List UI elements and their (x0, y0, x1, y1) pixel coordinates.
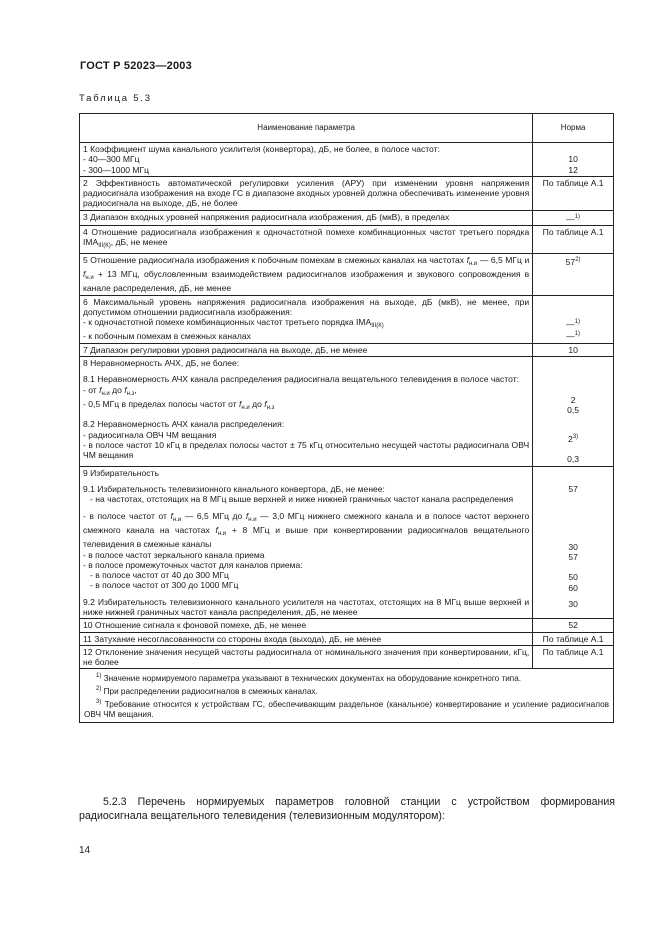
norm-cell: 2 0,5 2$^{3)}$ 0,3 (533, 357, 614, 467)
param-cell: 5 Отношение радиосигнала изображения к побочным помехам в смежных каналах на частотах $f_{н.и}$ — 6,5 МГц и $f_{н.и} + 13$ МГц, обусловленным взаимодействием радиосигналов изображения и звукового сопровождения в канале распределения, дБ, не менее (80, 253, 533, 295)
table-row (80, 466, 614, 619)
table-row (80, 176, 614, 210)
footnotes-cell: $^{1)}$ Значение нормируемого параметра указывают в технических документах на оборудование конкретного типа. $^{2)}$ При распределении радиосигналов в смежных каналах. $^{3)}$ Требование относится к устройствам ГС, обеспечивающим раздельное (канальное) конвертирование и усиление радиосигналов ОВЧ ЧМ вещания. (80, 669, 614, 723)
parameters-table (79, 113, 614, 723)
param-cell: 7 Диапазон регулировки уровня радиосигнала на выходе, дБ, не менее (80, 343, 533, 356)
param-cell: 6 Максимальный уровень напряжения радиосигнала изображения на выходе, дБ (мкВ), не менее, при допустимом отношении радиосигнала изображения: - к одночастотной помехе комбинационных частот третьего порядка $IMA_{III(К)}$ - к побочным помехам в смежных каналах (80, 295, 533, 343)
table-row (80, 619, 614, 632)
table-header-row (80, 114, 614, 143)
norm-cell: 57 30 57 50 60 30 (533, 466, 614, 619)
table-row (80, 645, 614, 669)
param-cell: 9 Избирательность 9.1 Избирательность телевизионного канального конвертора, дБ, не менее: - на частотах, отстоящих на 8 МГц выше верхней и ниже нижней граничных частот канала распределения - в полосе частот от $f_{н.и}$ — 6,5 МГц до $f_{н.и}$ — 3,0 МГц нижнего смежного канала и в полосе частот верхнего смежного канала на частотах $f_{н.и} + 8$ МГц и выше при конвертировании радиосигналов вещательного телевидения в смежные каналы - в полосе частот зеркального канала приема - в полосе промежуточных частот для каналов приема: - в полосе частот от 40 до 300 МГц - в полосе частот от 300 до 1000 МГц 9.2 Избирательность телевизионного канального усилителя на частотах, отстоящих на 8 МГц выше верхней и ниже нижней граничных частот канала распределения, дБ, не менее (80, 466, 533, 619)
norm-cell: —$^{1)}$ (533, 210, 614, 225)
norm-cell: По таблице А.1 (533, 226, 614, 254)
norm-cell: 57$^{2)}$ (533, 253, 614, 295)
param-cell: 12 Отклонение значения несущей частоты радиосигнала от номинального значения при конвертировании, кГц, не более (80, 645, 533, 669)
param-cell: 2 Эффективность автоматической регулировки усиления (АРУ) при изменении уровня напряжения радиосигнала изображения на входе ГС в диапазоне входных уровней должна обеспечивать изменение уровня радиосигнала на выходе, дБ, не более (80, 176, 533, 210)
page-number: 14 (79, 845, 91, 856)
table-row (80, 143, 614, 177)
norm-cell: 52 (533, 619, 614, 632)
footnotes-row (80, 669, 614, 723)
param-cell: 11 Затухание несогласованности со стороны входа (выхода), дБ, не менее (80, 632, 533, 645)
table-row (80, 253, 614, 295)
param-cell: 8 Неравномерность АЧХ, дБ, не более: 8.1 Неравномерность АЧХ канала распределения радиосигнала вещательного телевидения в полосе частот: - от $f_{н.и}$ до $f_{н.з}$, - 0,5 МГц в пределах полосы частот от $f_{н.и}$ до $f_{н.з}$ 8.2 Неравномерность АЧХ канала распределения: - радиосигнала ОВЧ ЧМ вещания - в полосе частот 10 кГц в пределах полосы частот ± 75 кГц относительно несущей частоты радиосигнала ОВЧ ЧМ вещания (80, 357, 533, 467)
table-row (80, 295, 614, 343)
table-row (80, 357, 614, 467)
column-header-param: Наименование параметра (80, 114, 533, 143)
norm-cell: По таблице А.1 (533, 632, 614, 645)
norm-cell: По таблице А.1 (533, 645, 614, 669)
table-row (80, 226, 614, 254)
norm-cell: —$^{1)}$ —$^{1)}$ (533, 295, 614, 343)
norm-cell: По таблице А.1 (533, 176, 614, 210)
param-cell: 10 Отношение сигнала к фоновой помехе, дБ, не менее (80, 619, 533, 632)
param-cell: 1 Коэффициент шума канального усилителя (конвертора), дБ, не более, в полосе частот: - 40—300 МГц - 300—1000 МГц (80, 143, 533, 177)
param-cell: 4 Отношение радиосигнала изображения к одночастотной помехе комбинационных частот третьего порядка $IMA_{III(К)}$, дБ, не менее (80, 226, 533, 254)
table-row (80, 210, 614, 225)
document-header: ГОСТ Р 52023—2003 (80, 60, 192, 72)
table-row (80, 343, 614, 356)
param-cell: 3 Диапазон входных уровней напряжения радиосигнала изображения, дБ (мкВ), в пределах (80, 210, 533, 225)
norm-cell: 10 (533, 343, 614, 356)
table-caption: Таблица 5.3 (79, 93, 152, 104)
norm-cell: 10 12 (533, 143, 614, 177)
table-row (80, 632, 614, 645)
column-header-norm: Норма (533, 114, 614, 143)
section-paragraph: 5.2.3 Перечень нормируемых параметров головной станции с устройством формирования радиосигнала вещательного телевидения (телевизионным модулятором): (79, 796, 615, 822)
